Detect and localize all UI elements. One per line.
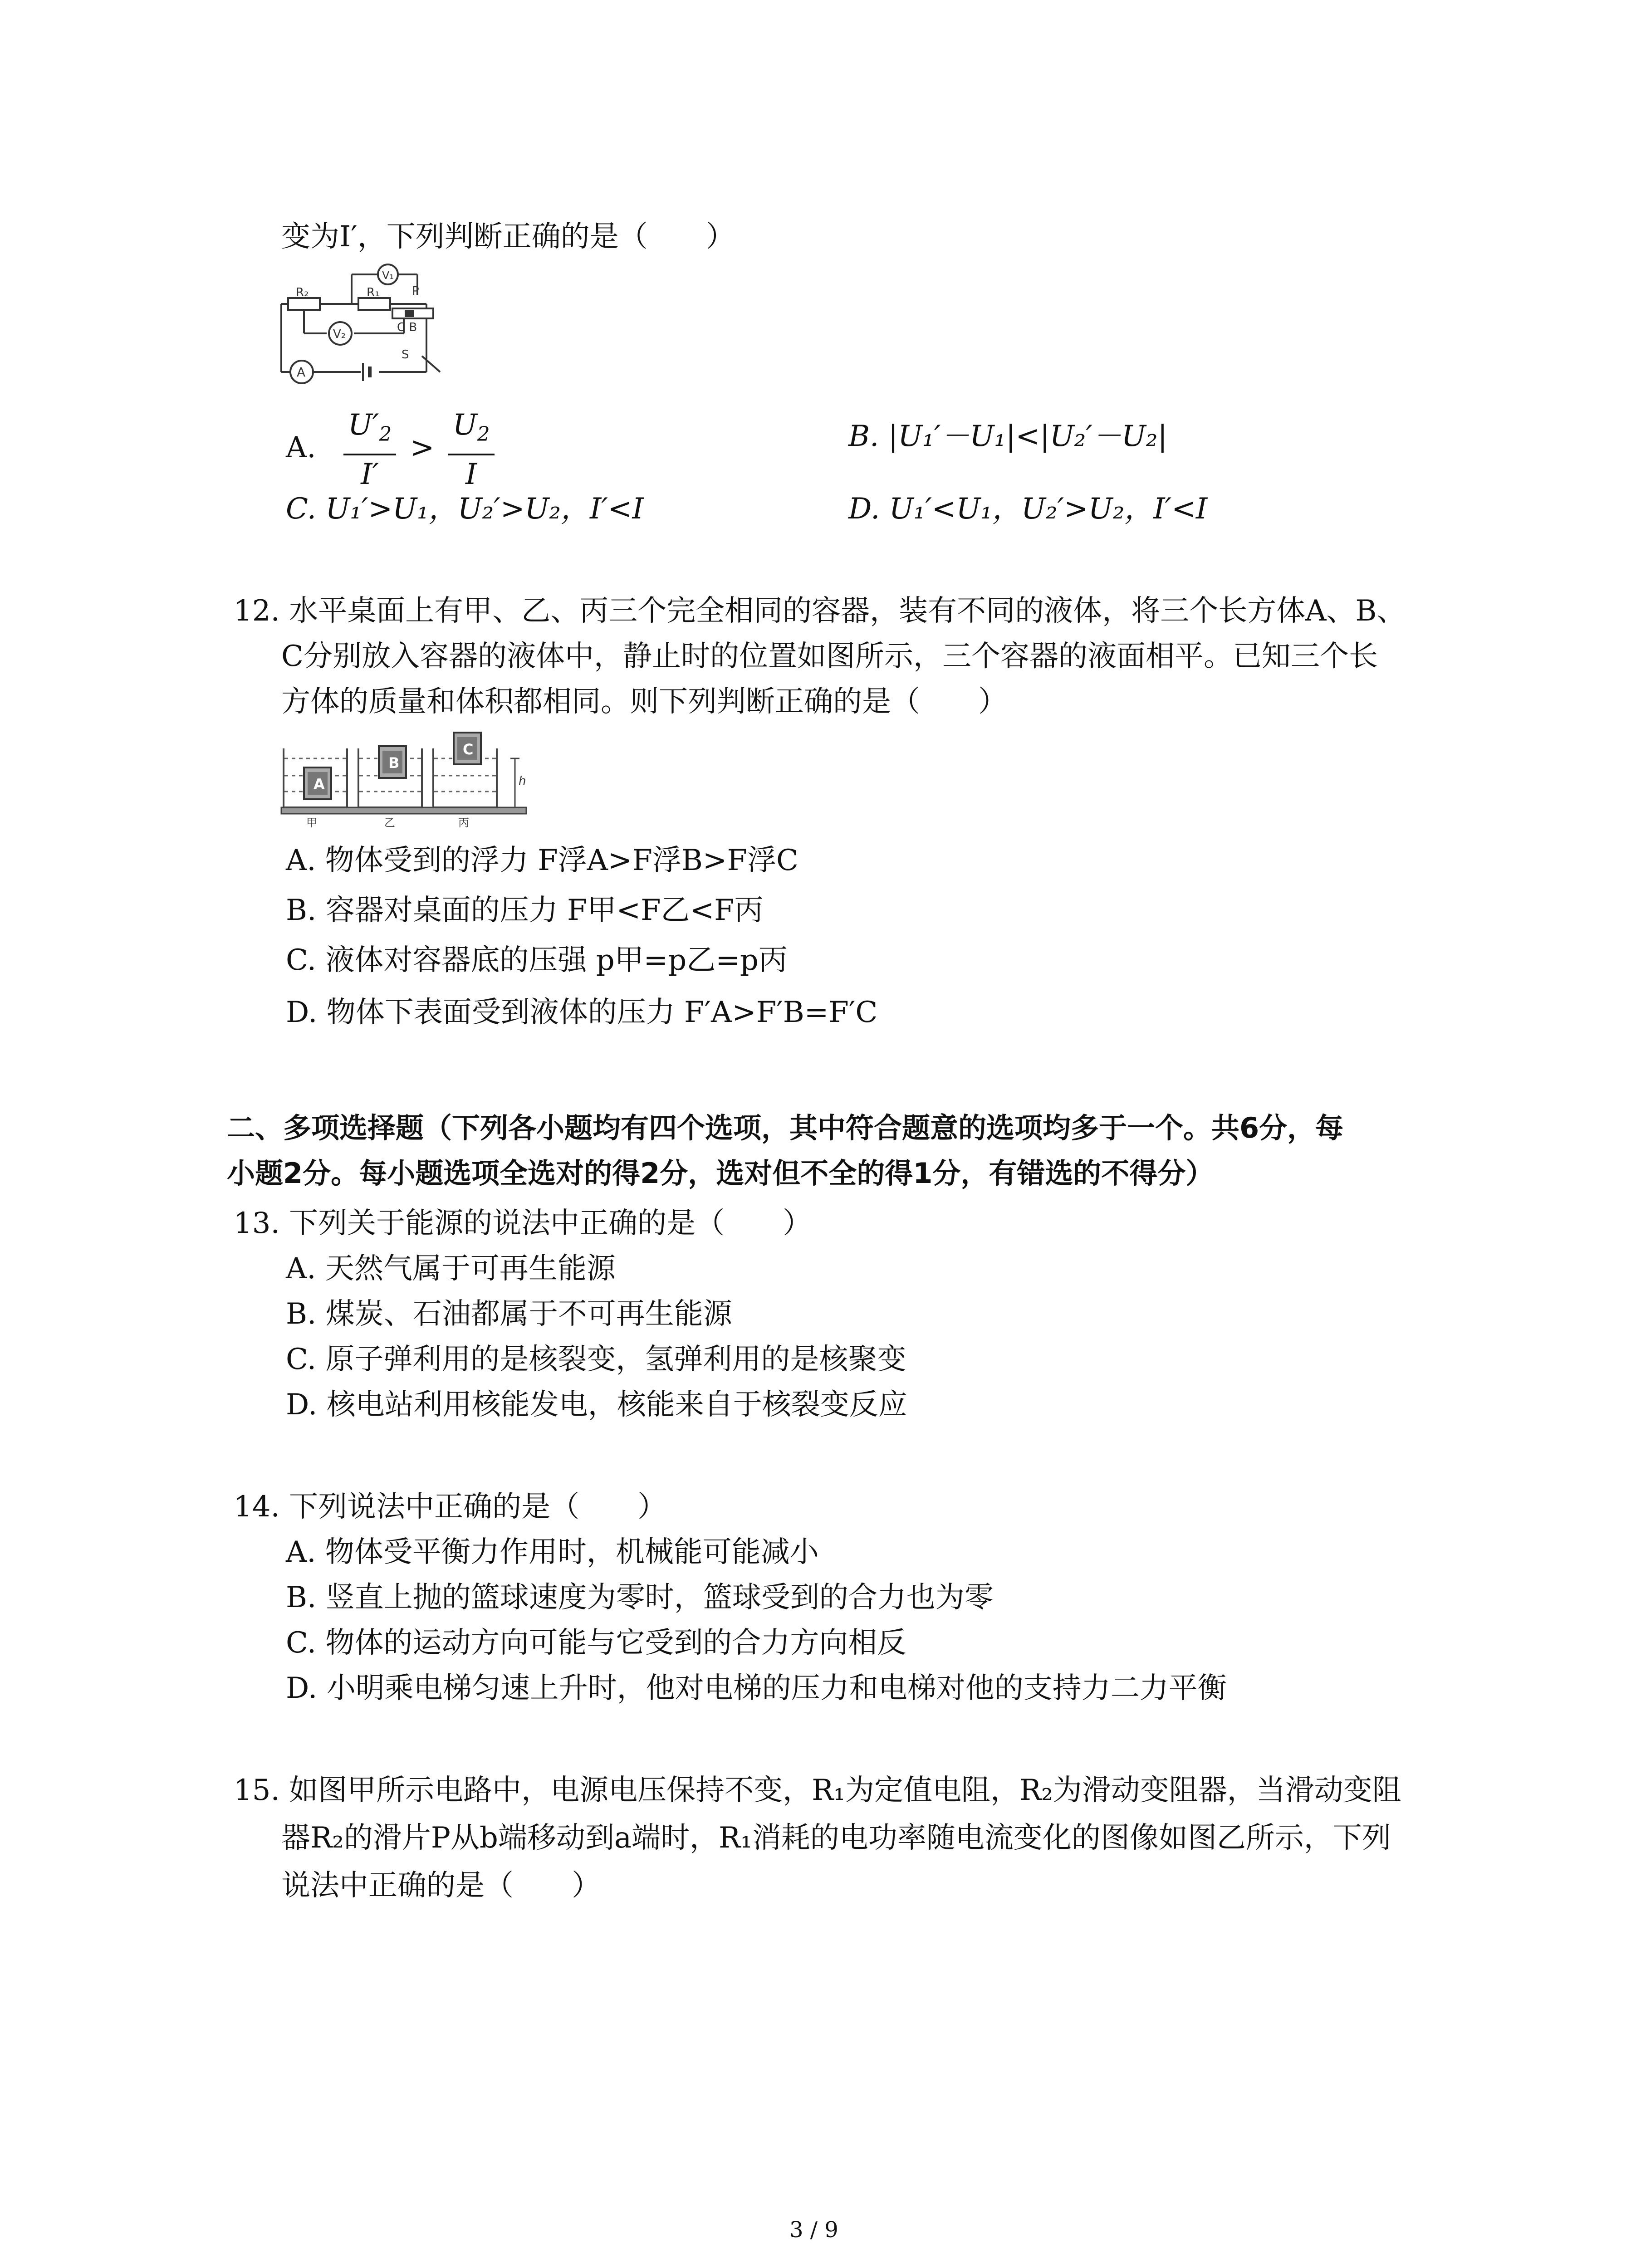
- section2-heading-line2: 小题2分。每小题选项全选对的得2分，选对但不全的得1分，有错选的不得分）: [227, 1157, 1214, 1190]
- q12-option-a[interactable]: A. 物体受到的浮力 F浮A>F浮B>F浮C: [286, 844, 798, 877]
- q11-option-c[interactable]: C. U₁′>U₁，U₂′>U₂，I′<I: [286, 492, 644, 526]
- q11-option-a[interactable]: A. $\frac{U'_2}{I'}$ > $\frac{U_2}{I}$: [286, 406, 499, 494]
- label-switch: S: [402, 348, 409, 362]
- q11-stem-tail: 变为I′，下列判断正确的是（ ）: [281, 220, 735, 254]
- q15-stem-line2: 器R₂的滑片P从b端移动到a端时，R₁消耗的电功率随电流变化的图像如图乙所示，下列: [281, 1821, 1391, 1855]
- label-jia: 甲: [306, 816, 317, 829]
- q14-stem: 14. 下列说法中正确的是（ ）: [234, 1490, 667, 1524]
- label-v1: V₁: [382, 269, 394, 282]
- q12-stem-line1: 12. 水平桌面上有甲、乙、丙三个完全相同的容器，装有不同的液体，将三个长方体A、B、: [234, 594, 1406, 628]
- q14-option-b[interactable]: B. 竖直上抛的篮球速度为零时，篮球受到的合力也为零: [286, 1581, 994, 1614]
- label-v2: V₂: [333, 327, 346, 341]
- label-yi: 乙: [384, 816, 395, 829]
- q13-option-d[interactable]: D. 核电站利用核能发电，核能来自于核裂变反应: [286, 1388, 907, 1422]
- q12-containers-figure: [279, 730, 533, 830]
- h-label: h: [519, 774, 526, 788]
- q14-option-a[interactable]: A. 物体受平衡力作用时，机械能可能减小: [286, 1535, 819, 1569]
- q13-option-b[interactable]: B. 煤炭、石油都属于不可再生能源: [286, 1297, 732, 1331]
- label-ammeter: A: [297, 365, 306, 380]
- label-r2: R₂: [296, 286, 309, 299]
- block-c-label: C: [463, 741, 474, 758]
- q13-option-c[interactable]: C. 原子弹利用的是核裂变，氢弹利用的是核聚变: [286, 1343, 906, 1376]
- q12-stem-line3: 方体的质量和体积都相同。则下列判断正确的是（ ）: [281, 685, 1007, 719]
- q13-option-a[interactable]: A. 天然气属于可再生能源: [286, 1252, 616, 1286]
- q12-stem-line2: C分别放入容器的液体中，静止时的位置如图所示，三个容器的液面相平。已知三个长: [281, 640, 1378, 673]
- q11-option-b[interactable]: B. |U₁′－U₁|<|U₂′－U₂|: [848, 420, 1168, 453]
- q11-option-d[interactable]: D. U₁′<U₁，U₂′>U₂，I′<I: [848, 492, 1208, 526]
- q12-option-c[interactable]: C. 液体对容器底的压强 p甲=p乙=p丙: [286, 943, 788, 977]
- page-number: 3 / 9: [789, 2217, 838, 2243]
- label-r1: R₁: [367, 286, 380, 299]
- block-b-label: B: [388, 754, 400, 772]
- q15-stem-line3: 说法中正确的是（ ）: [281, 1869, 601, 1902]
- q12-option-d[interactable]: D. 物体下表面受到液体的压力 F′A>F′B=F′C: [286, 996, 878, 1029]
- q12-option-b[interactable]: B. 容器对桌面的压力 F甲<F乙<F丙: [286, 894, 764, 927]
- section2-heading-line1: 二、多项选择题（下列各小题均有四个选项，其中符合题意的选项均多于一个。共6分，每: [227, 1111, 1344, 1144]
- q15-stem-line1: 15. 如图甲所示电路中，电源电压保持不变，R₁为定值电阻，R₂为滑动变阻器，当滑动变阻: [234, 1774, 1401, 1807]
- label-bing: 丙: [458, 816, 469, 829]
- q11-circuit-diagram: [277, 261, 485, 392]
- label-p: P: [412, 284, 419, 298]
- q14-option-c[interactable]: C. 物体的运动方向可能与它受到的合力方向相反: [286, 1626, 906, 1660]
- block-a-label: A: [314, 776, 325, 793]
- label-cb: C B: [397, 321, 417, 334]
- q13-stem: 13. 下列关于能源的说法中正确的是（ ）: [234, 1207, 812, 1240]
- q14-option-d[interactable]: D. 小明乘电梯匀速上升时，他对电梯的压力和电梯对他的支持力二力平衡: [286, 1672, 1227, 1705]
